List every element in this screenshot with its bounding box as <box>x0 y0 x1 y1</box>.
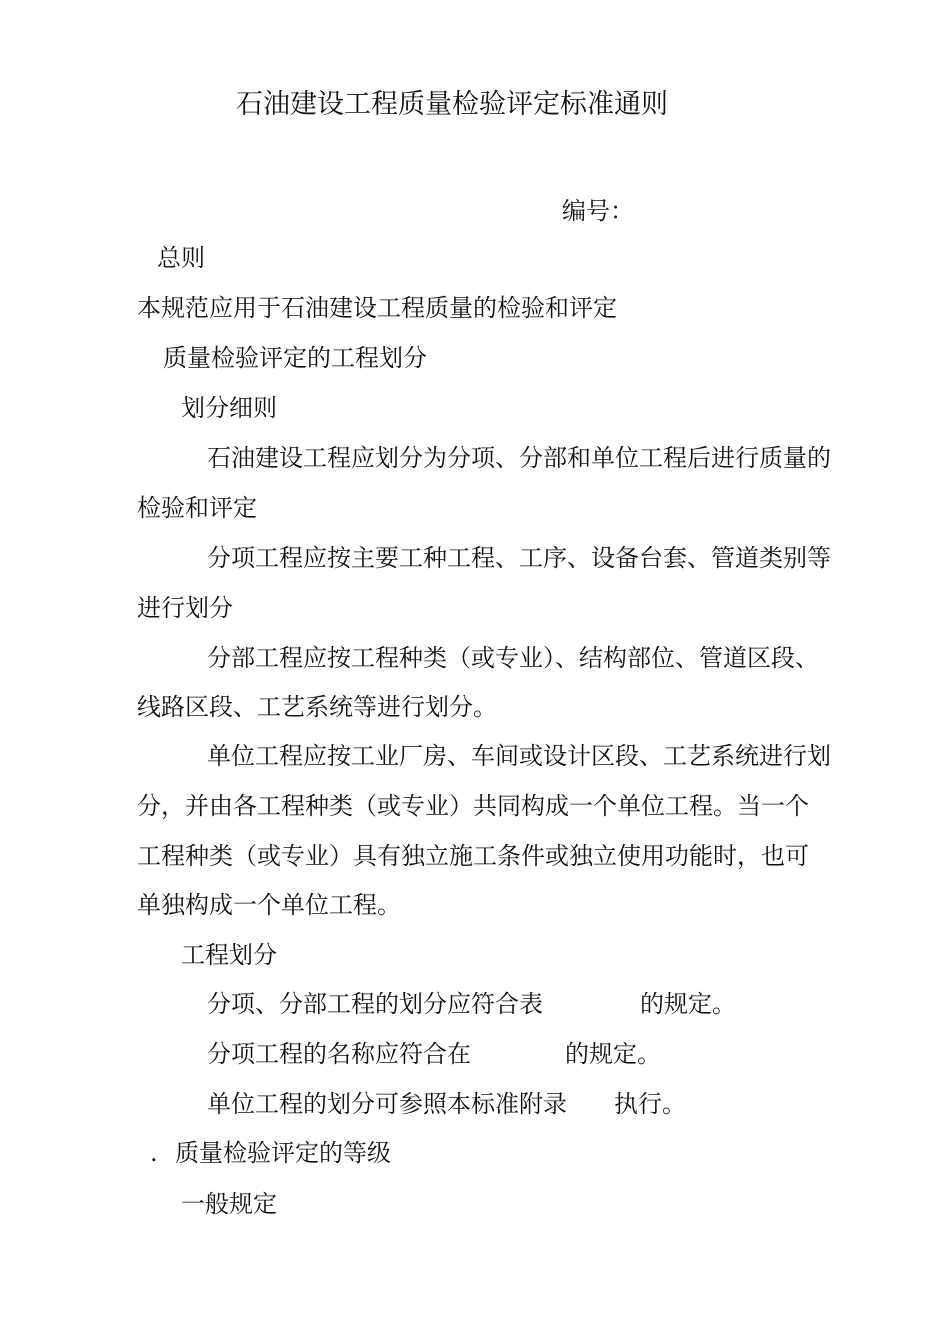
heading-grade: 质量检验评定的等级 <box>175 1139 391 1167</box>
scope-text: 本规范应用于石油建设工程质量的检验和评定 <box>137 294 617 322</box>
heading-rules: 划分细则 <box>181 394 277 422</box>
para2-line2: 进行划分 <box>137 594 233 622</box>
para2-line1: 分项工程应按主要工种工程、工序、设备台套、管道类别等 <box>207 544 831 572</box>
para4-line4: 单独构成一个单位工程。 <box>137 891 401 919</box>
para3-line2: 线路区段、工艺系统等进行划分。 <box>137 693 497 721</box>
item3-text: 单位工程的划分可参照本标准附录 <box>207 1090 567 1118</box>
heading-general: 总则 <box>157 244 205 272</box>
document-title: 石油建设工程质量检验评定标准通则 <box>236 89 668 120</box>
para1-line1: 石油建设工程应划分为分项、分部和单位工程后进行质量的 <box>207 444 831 472</box>
heading-general-rules: 一般规定 <box>181 1190 277 1218</box>
para1-line2: 检验和评定 <box>137 494 257 522</box>
heading-division: 质量检验评定的工程划分 <box>163 344 427 372</box>
para4-line1: 单位工程应按工业厂房、车间或设计区段、工艺系统进行划 <box>207 742 831 770</box>
item3-tail: 执行。 <box>614 1090 686 1118</box>
para4-line2: 分，并由各工程种类（或专业）共同构成一个单位工程。当一个 <box>137 792 809 820</box>
para4-line3: 工程种类（或专业）具有独立施工条件或独立使用功能时，也可 <box>137 842 809 870</box>
para3-line1: 分部工程应按工程种类（或专业）、结构部位、管道区段、 <box>207 644 819 672</box>
item2-tail: 的规定。 <box>565 1040 661 1068</box>
heading-project-division: 工程划分 <box>181 941 277 969</box>
item1-text: 分项、分部工程的划分应符合表 <box>207 990 543 1018</box>
heading-grade-prefix: . <box>150 1139 158 1167</box>
item1-tail: 的规定。 <box>640 990 736 1018</box>
item2-text: 分项工程的名称应符合在 <box>207 1040 471 1068</box>
number-label: 编号： <box>562 197 634 225</box>
